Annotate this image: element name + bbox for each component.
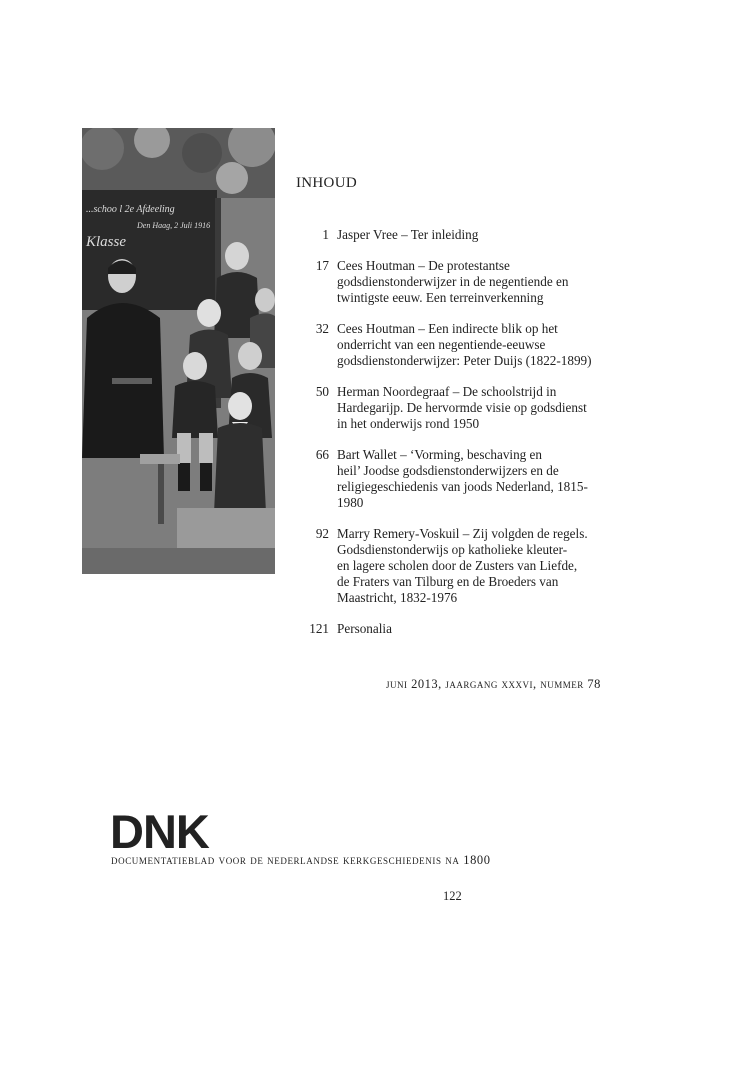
toc-entry — [296, 227, 616, 243]
toc-title-line: Bart Wallet – ‘Vorming, beschaving en — [337, 447, 543, 462]
toc-title-line: Maastricht, 1832-1976 — [337, 590, 458, 605]
toc-title-line: in het onderwijs rond 1950 — [337, 416, 480, 431]
blackboard-line-1: ...schoo l 2e Afdeeling — [86, 204, 175, 215]
toc-title — [337, 227, 616, 243]
toc-title-line: Jasper Vree – Ter inleiding — [337, 227, 479, 242]
dnk-logo: DNK — [110, 805, 209, 858]
toc-page-number: 92 — [315, 526, 329, 541]
toc-entry — [296, 526, 616, 606]
toc-title-line: godsdienstonderwijzer: Peter Duijs (1822-1899) — [337, 353, 592, 368]
toc-title — [337, 321, 616, 369]
table-of-contents — [296, 227, 616, 652]
toc-entry — [296, 621, 616, 637]
class-photo-illustration — [82, 128, 275, 574]
toc-entry — [296, 384, 616, 432]
blackboard-line-3: Klasse — [86, 234, 127, 250]
toc-title — [337, 447, 616, 511]
page-number: 122 — [443, 889, 462, 903]
historical-class-photo — [82, 128, 275, 574]
toc-title-line: Herman Noordegraaf – De schoolstrijd in — [337, 384, 557, 399]
toc-title-line: onderricht van een negentiende-eeuwse — [337, 337, 546, 352]
toc-entry — [296, 321, 616, 369]
toc-title — [337, 621, 616, 637]
toc-title — [337, 526, 616, 606]
toc-page-number: 121 — [309, 621, 329, 636]
toc-entry — [296, 447, 616, 511]
toc-title-line: en lagere scholen door de Zusters van Liefde, — [337, 558, 578, 573]
blackboard-line-2: Den Haag, 2 Juli 1916 — [137, 221, 211, 230]
toc-page-number: 32 — [315, 321, 329, 336]
toc-title-line: heil’ Joodse godsdienstonderwijzers en de — [337, 463, 559, 478]
toc-entry — [296, 258, 616, 306]
toc-title-line: godsdienstonderwijzer in de negentiende en — [337, 274, 569, 289]
toc-title — [337, 258, 616, 306]
toc-page-number: 17 — [315, 258, 329, 273]
toc-title-line: Hardegarijp. De hervormde visie op godsdienst — [337, 400, 587, 415]
contents-heading: INHOUD — [296, 175, 357, 191]
toc-page-number: 1 — [322, 227, 329, 242]
issue-info: juni 2013, jaargang xxxvi, nummer 78 — [386, 677, 601, 691]
toc-page-number: 50 — [315, 384, 329, 399]
toc-page-number: 66 — [315, 447, 329, 462]
toc-title — [337, 384, 616, 432]
toc-title-line: twintigste eeuw. Een terreinverkenning — [337, 290, 544, 305]
toc-title-line: Cees Houtman – De protestantse — [337, 258, 510, 273]
toc-title-line: Personalia — [337, 621, 392, 636]
toc-title-line: de Fraters van Tilburg en de Broeders van — [337, 574, 559, 589]
toc-title-line: religiegeschiedenis van joods Nederland, 1815- — [337, 479, 588, 494]
toc-title-line: Godsdienstonderwijs op katholieke kleuter- — [337, 542, 568, 557]
toc-title-line: Cees Houtman – Een indirecte blik op het — [337, 321, 558, 336]
toc-title-line: Marry Remery-Voskuil – Zij volgden de regels. — [337, 526, 588, 541]
journal-tagline: documentatieblad voor de nederlandse kerkgeschiedenis na 1800 — [111, 853, 491, 867]
toc-title-line: 1980 — [337, 495, 364, 510]
